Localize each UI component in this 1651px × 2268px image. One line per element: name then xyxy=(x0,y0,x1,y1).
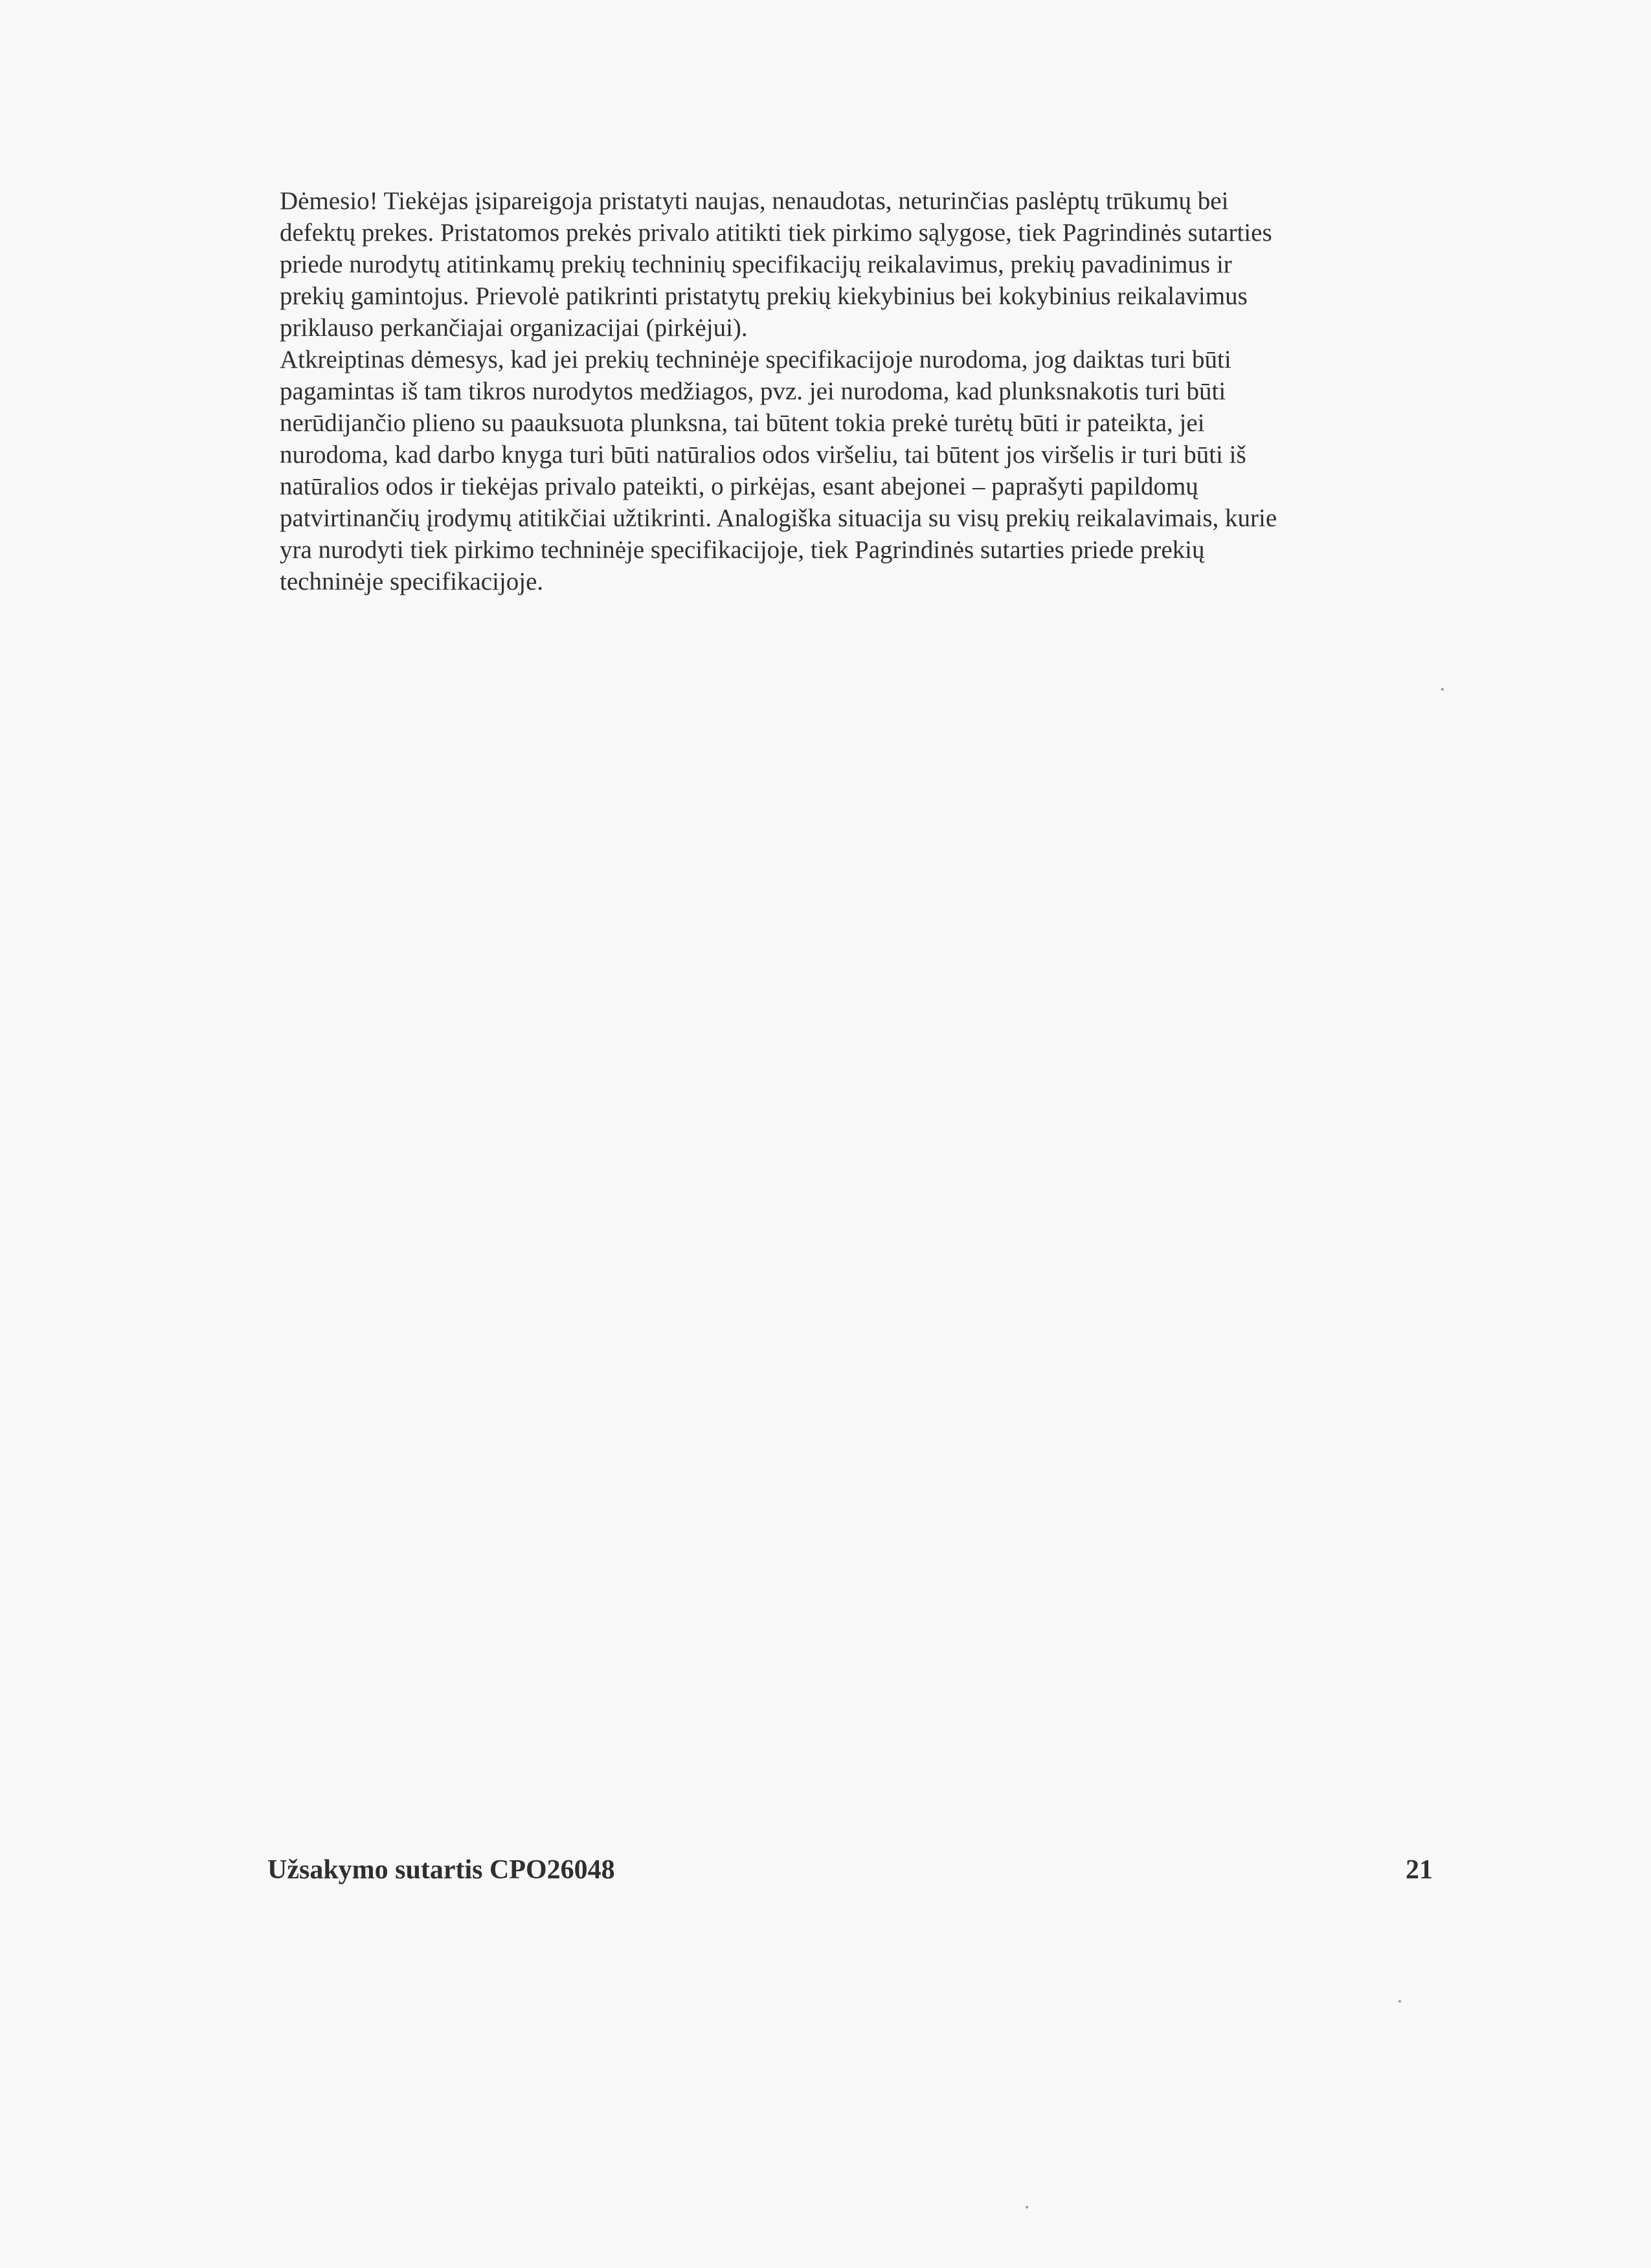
notice-paragraph: Dėmesio! Tiekėjas įsipareigoja pristatyti naujas, nenaudotas, neturinčias paslėptų trūkumų bei defektų prekes. Pristatomos prekės privalo atitikti tiek pirkimo sąlygose, tiek Pagrindinės sutarties priede nurodytų atitinkamų prekių techninių specifikacijų reikalavimus, prekių pavadinimus ir prekių gamintojus. Prievolė patikrinti pristatytų prekių kiekybinius bei kokybinius reikalavimus priklauso perkančiajai organizacijai (pirkėjui). xyxy=(280,187,1272,342)
material-requirement-paragraph: Atkreiptinas dėmesys, kad jei prekių techninėje specifikacijoje nurodoma, jog daiktas turi būti pagamintas iš tam tikros nurodytos medžiagos, pvz. jei nurodoma, kad plunksnakotis turi būti nerūdijančio plieno su paauksuota plunksna, tai būtent tokia prekė turėtų būti ir pateikta, jei nurodoma, kad darbo knyga turi būti natūralios odos viršeliu, tai būtent jos viršelis ir turi būti iš natūralios odos ir tiekėjas privalo pateikti, o pirkėjas, esant abejonei – paprašyti papildomų patvirtinančių įrodymų atitikčiai užtikrinti. Analogiška situacija su visų prekių reikalavimais, kurie yra nurodyti tiek pirkimo techninėje specifikacijoje, tiek Pagrindinės sutarties priede prekių techninėje specifikacijoje. xyxy=(280,346,1277,595)
scan-speck xyxy=(1026,2206,1028,2208)
page-footer xyxy=(267,1854,1433,1893)
scan-speck xyxy=(1398,2000,1401,2003)
scan-speck xyxy=(1441,688,1444,691)
footer-contract-title: Užsakymo sutartis CPO26048 xyxy=(267,1855,615,1885)
document-body xyxy=(280,185,1427,597)
page-number: 21 xyxy=(1406,1855,1433,1885)
